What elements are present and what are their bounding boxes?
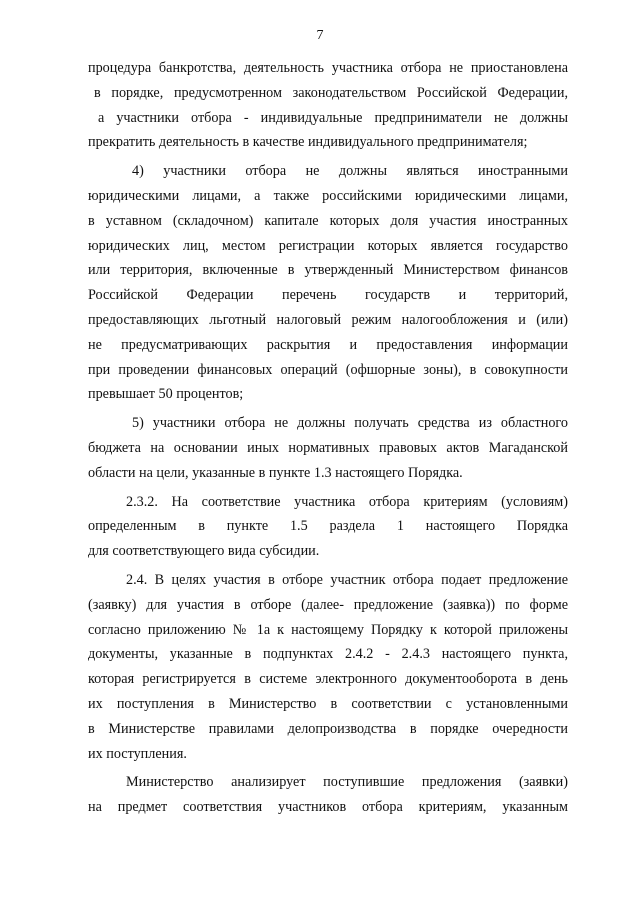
text-line: превышает 50 процентов;: [88, 386, 244, 403]
text-line: области на цели, указанные в пункте 1.3 настоящего Порядка.: [88, 464, 463, 481]
page-number: 7: [316, 28, 324, 43]
text-line: согласно приложению № 1а к настоящему Порядку к которой приложены: [88, 621, 568, 638]
text-line: или территория, включенные в утвержденный Министерством финансов: [88, 262, 568, 279]
text-line: 2.4. В целях участия в отборе участник отбора подает предложение: [126, 571, 568, 588]
text-line: процедура банкротства, деятельность участника отбора не приостановлена: [88, 60, 568, 76]
text-line: в Министерстве правилами делопроизводства в порядке очередности: [88, 720, 568, 737]
text-line: предоставляющих льготный налоговый режим налогообложения и (или): [88, 311, 568, 328]
text-line: их поступления.: [88, 745, 187, 762]
text-line: юридическими лицами, а также российскими юридическими лицами,: [88, 187, 568, 204]
text-line: в уставном (складочном) капитале которых доля участия иностранных: [88, 212, 568, 229]
text-line: бюджета на основании иных нормативных правовых актов Магаданской: [88, 439, 568, 456]
text-line: а участники отбора - индивидуальные предприниматели не должны: [98, 109, 568, 126]
text-line: 4) участники отбора не должны являться иностранными: [132, 163, 568, 180]
text-line: для соответствующего вида субсидии.: [88, 543, 320, 560]
text-line: их поступления в Министерство в соответствии с установленными: [88, 695, 568, 712]
text-line: Министерство анализирует поступившие предложения (заявки): [126, 774, 568, 791]
text-line: 5) участники отбора не должны получать средства из областного: [132, 415, 568, 432]
text-line: при проведении финансовых операций (офшорные зоны), в совокупности: [88, 361, 568, 378]
text-line: определенным в пункте 1.5 раздела 1 настоящего Порядка: [88, 518, 568, 535]
text-line: не предусматривающих раскрытия и предоставления информации: [88, 336, 568, 353]
text-line: юридических лиц, местом регистрации которых является государство: [88, 237, 568, 254]
text-line: на предмет соответствия участников отбора критериям, указанным: [88, 799, 568, 816]
text-line: документы, указанные в подпунктах 2.4.2 - 2.4.3 настоящего пункта,: [88, 646, 568, 663]
text-line: прекратить деятельность в качестве индивидуального предпринимателя;: [88, 134, 528, 151]
text-line: 2.3.2. На соответствие участника отбора критериям (условиям): [126, 493, 568, 510]
document-body: [88, 56, 568, 820]
text-line: Российской Федерации перечень государств и территорий,: [88, 287, 568, 304]
text-line: которая регистрируется в системе электронного документооборота в день: [88, 671, 568, 688]
text-line: (заявку) для участия в отборе (далее- предложение (заявка)) по форме: [88, 596, 568, 613]
text-line: в порядке, предусмотренном законодательством Российской Федерации,: [94, 84, 568, 101]
